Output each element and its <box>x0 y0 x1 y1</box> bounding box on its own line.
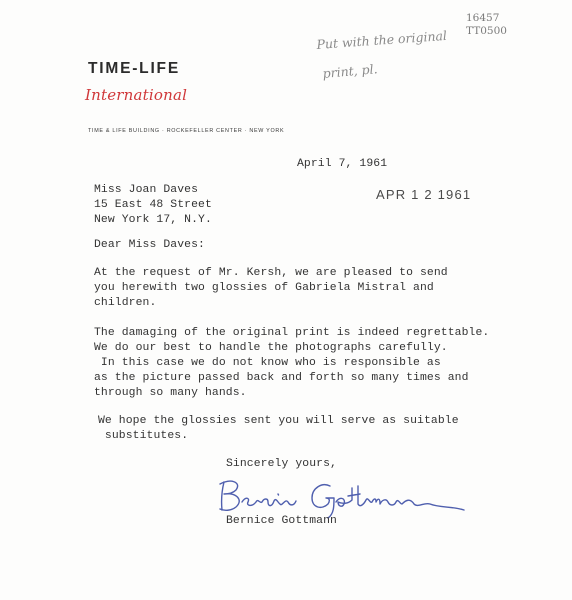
letterhead-address: TIME & LIFE BUILDING · ROCKEFELLER CENTER · NEW YORK <box>88 128 285 134</box>
handwritten-id-line1: 16457 <box>466 12 500 24</box>
letterhead-brand-subtitle: International <box>85 86 188 104</box>
body-line: children. <box>94 297 157 309</box>
body-paragraph-2 <box>94 326 489 401</box>
body-line: At the request of Mr. Kersh, we are pleased to send <box>94 267 448 279</box>
recipient-line: 15 East 48 Street <box>94 199 212 211</box>
body-paragraph-1 <box>94 266 448 311</box>
handwritten-note-line2: print, pl. <box>322 61 379 81</box>
salutation: Dear Miss Daves: <box>94 239 205 251</box>
body-line: through so many hands. <box>94 387 247 399</box>
body-paragraph-3 <box>98 414 459 444</box>
typed-signature: Bernice Gottmann <box>226 515 337 527</box>
body-line: We do our best to handle the photographs carefully. <box>94 342 448 354</box>
received-date-stamp: APR 1 2 1961 <box>376 187 472 202</box>
recipient-line: New York 17, N.Y. <box>94 214 212 226</box>
body-line: substitutes. <box>98 430 189 442</box>
closing: Sincerely yours, <box>226 458 337 470</box>
letterhead-brand: TIME-LIFE <box>88 60 180 77</box>
body-line: The damaging of the original print is indeed regrettable. <box>94 327 490 339</box>
handwritten-note-line1: Put with the original <box>316 27 448 52</box>
recipient-address-block <box>94 183 212 228</box>
body-line: In this case we do not know who is responsible as <box>94 357 441 369</box>
body-line: as the picture passed back and forth so many times and <box>94 372 469 384</box>
letter-date: April 7, 1961 <box>297 158 388 170</box>
recipient-line: Miss Joan Daves <box>94 184 199 196</box>
handwritten-id-line2: TT0500 <box>466 25 507 37</box>
body-line: you herewith two glossies of Gabriela Mistral and <box>94 282 434 294</box>
body-line: We hope the glossies sent you will serve as suitable <box>98 415 459 427</box>
